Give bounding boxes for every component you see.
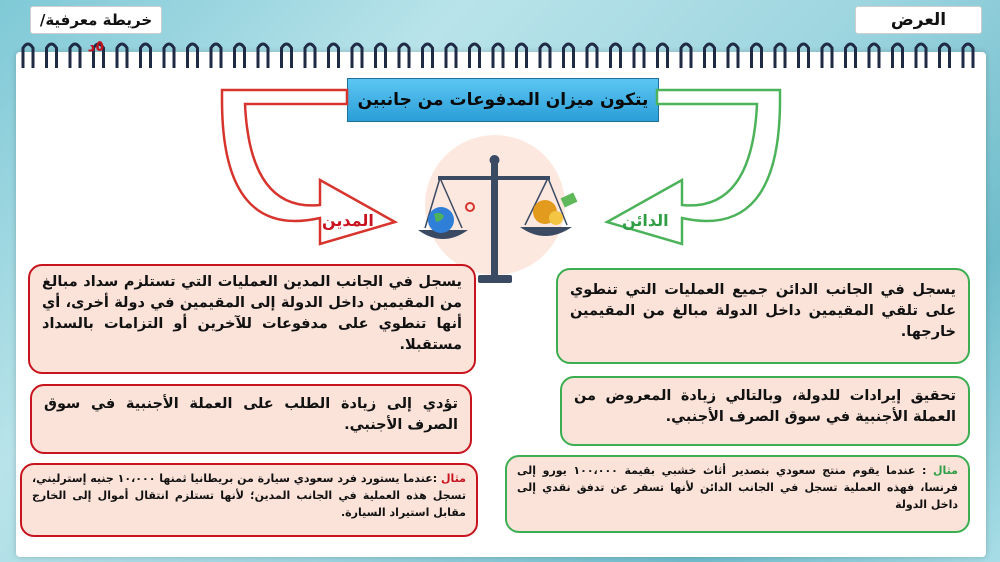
balance-scale-icon — [418, 135, 577, 283]
debtor-effect-box: تؤدي إلى زيادة الطلب على العملة الأجنبية في سوق الصرف الأجنبي. — [30, 384, 472, 454]
debtor-example-text: :عندما يستورد فرد سعودي سيارة من بريطانيا ثمنها ١٠،٠٠٠ جنيه إسترليني، تسجل هذه العملية في الجانب المدين؛ لأنها تستلزم انتقال أموال إلى الخارج مقابل استيراد السيارة. — [32, 472, 466, 519]
debtor-definition-box: يسجل في الجانب المدين العمليات التي تستلزم سداد مبالغ من المقيمين داخل الدولة إلى المقيمين في دولة أخرى، أي أنها تنطوي على مدفوعات للآخرين أو التزامات بالسداد مستقبلا. — [28, 264, 476, 374]
section-tab: العرض — [855, 6, 982, 34]
topic-tab-code: ٥د — [87, 37, 105, 55]
creditor-label: الدائن — [622, 211, 669, 230]
creditor-effect-box: تحقيق إيرادات للدولة، وبالتالي زيادة المعروض من العملة الأجنبية في سوق الصرف الأجنبي. — [560, 376, 970, 446]
creditor-example-label: مثال — [933, 464, 958, 477]
debtor-example-box — [20, 463, 478, 537]
creditor-example-text: : عندما يقوم منتج سعودي بتصدير أثاث خشبي بقيمة ١٠٠،٠٠٠ يورو إلى فرنسا، فهذه العملية تسجل في الجانب الدائن لأنها تسفر عن تدفق نقدي إلى داخل الدولة — [517, 464, 958, 511]
topic-tab-text: خريطة معرفية/ — [39, 11, 153, 29]
creditor-example-box — [505, 455, 970, 533]
creditor-definition-box: يسجل في الجانب الدائن جميع العمليات التي تنطوي على تلقي المقيمين داخل الدولة مبالغ من المقيمين خارجها. — [556, 268, 970, 364]
debtor-label: المدين — [322, 211, 374, 230]
page-title: يتكون ميزان المدفوعات من جانبين — [347, 78, 659, 122]
debtor-example-label: مثال — [441, 472, 466, 485]
